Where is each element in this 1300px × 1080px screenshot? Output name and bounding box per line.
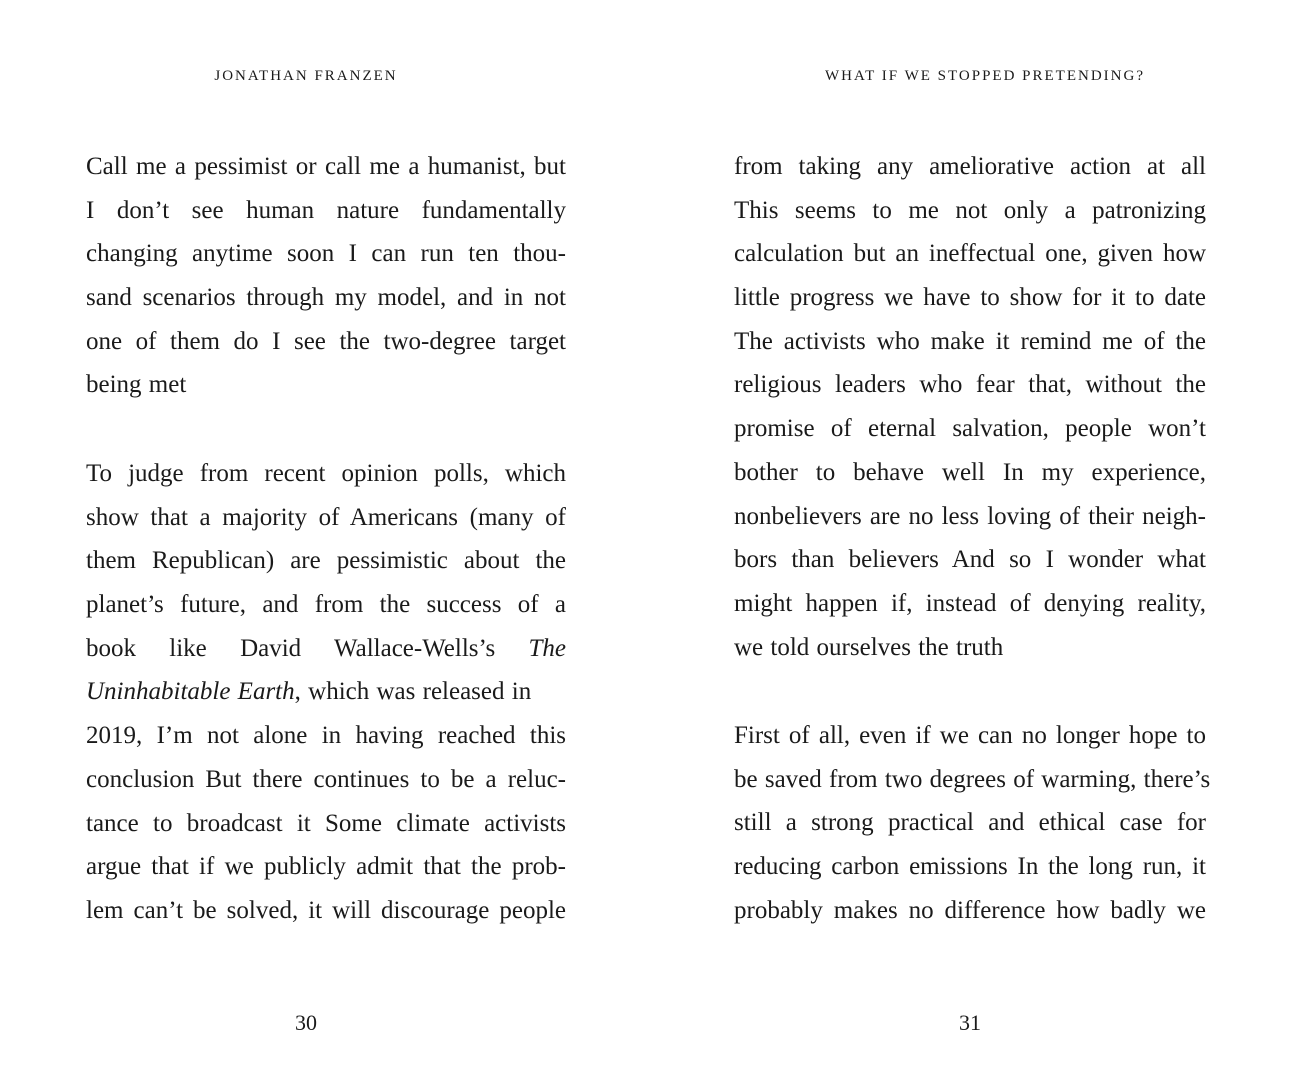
text-line: changing anytime soon I can run ten thou- (86, 240, 566, 268)
text-line: The activists who make it remind me of the (734, 327, 1206, 355)
book-title-italic: Uninhabitable Earth (86, 678, 295, 706)
text-line: show that a majority of Americans (many of (86, 503, 566, 531)
text-line: be saved from two degrees of warming, there’s (734, 765, 1211, 793)
text-line: nonbelievers are no less loving of their neigh- (734, 502, 1206, 530)
left-paragraph-2 (86, 452, 566, 933)
text-line: one of them do I see the two-degree target (86, 327, 566, 355)
text-line: 2019, I’m not alone in having reached this (86, 722, 566, 750)
running-head-title: WHAT IF WE STOPPED PRETENDING? (824, 68, 1145, 84)
text-line: To judge from recent opinion polls, which (86, 460, 566, 487)
text-line: reducing carbon emissions In the long run, it (734, 853, 1206, 881)
text-line: little progress we have to show for it to date (734, 284, 1206, 312)
right-paragraph-2 (734, 714, 1211, 932)
text-line: we told ourselves the truth (734, 633, 1004, 661)
text-line: being met (86, 371, 187, 399)
text-line: lem can’t be solved, it will discourage people (86, 896, 566, 924)
text-line: I don’t see human nature fundamentally (86, 196, 566, 224)
text-line: from taking any ameliorative action at all (734, 153, 1206, 180)
text-line: still a strong practical and ethical case for (734, 809, 1206, 837)
text-line: argue that if we publicly admit that the prob- (86, 853, 566, 881)
left-page (86, 0, 566, 1080)
page-number: 31 (959, 1010, 981, 1035)
text-fragment: , which was released in (294, 678, 532, 706)
text-line: First of all, even if we can no longer hope to (734, 722, 1206, 749)
text-line: promise of eternal salvation, people won’t (734, 415, 1206, 443)
text-line: sand scenarios through my model, and in not (86, 284, 566, 312)
left-paragraph-1 (86, 145, 566, 407)
text-line: religious leaders who fear that, without the (734, 371, 1206, 399)
text-line: probably makes no difference how badly we (734, 896, 1206, 924)
text-line: calculation but an ineffectual one, given how (734, 240, 1206, 268)
text-line: them Republican) are pessimistic about the (86, 547, 566, 575)
book-title-italic: The (528, 634, 566, 662)
text-line: Call me a pessimist or call me a humanist, but (86, 153, 566, 180)
page-number: 30 (295, 1010, 317, 1035)
text-line: bother to behave well In my experience, (734, 458, 1206, 486)
text-line: bors than believers And so I wonder what (734, 546, 1206, 574)
text-line: This seems to me not only a patronizing (734, 196, 1206, 224)
text-line: planet’s future, and from the success of a (86, 591, 566, 619)
running-head-author: JONATHAN FRANZEN (214, 68, 398, 84)
text-fragment: book like David Wallace-Wells’s (86, 634, 496, 662)
right-page (734, 0, 1211, 1080)
text-line (86, 670, 566, 714)
right-paragraph-1 (734, 145, 1206, 669)
text-line: might happen if, instead of denying reality, (734, 589, 1206, 617)
text-line: conclusion But there continues to be a reluc- (86, 765, 566, 793)
text-line: tance to broadcast it Some climate activists (86, 809, 566, 837)
text-line (86, 627, 566, 671)
